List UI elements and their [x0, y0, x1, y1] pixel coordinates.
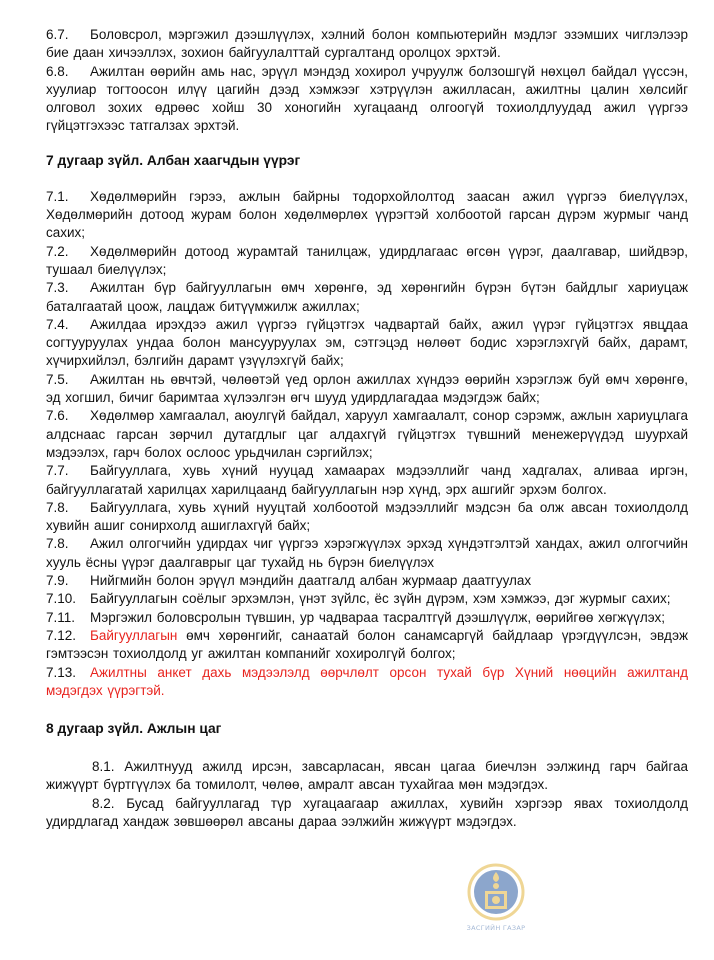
clause-text: Мэргэжил боловсролын түвшин, ур чадвараа тасралтгүй дээшлүүлж, өөрийгөө хөгжүүлэх; — [90, 609, 665, 625]
highlighted-text: Ажилтны анкет дахь мэдээлэлд өөрчлөлт орсон тухай бүр Хүний нөөцийн ажилтанд мэдэгдэх үүрэгтэй. — [46, 664, 688, 698]
clause-text: Нийгмийн болон эрүүл мэндийн даатгалд албан журмаар даатгуулах — [90, 573, 532, 589]
clause-number: 7.2. — [46, 243, 69, 259]
clause-text: Ажилдаа ирэхдээ ажил үүргээ гүйцэтгэх чадвартай байх, ажил үүрэг гүйцэтгэх явцдаа согтууруулах ундаа болон мансууруулах эм, сэтгэцэд нөлөөт бодис хэрэглэхгүй байх, дарамт, хүчирхийлэл, бэлгийн дарамт үзүүлэхгүй байх; — [46, 316, 688, 369]
clause-6-8 — [46, 63, 688, 136]
clause-number: 7.5. — [46, 371, 69, 387]
clause-number: 7.11. — [46, 609, 76, 625]
clause-number: 7.8. — [46, 499, 69, 515]
watermark-label: ЗАСГИЙН ГАЗАР — [466, 924, 526, 932]
clause-text: Хөдөлмөрийн гэрээ, ажлын байрны тодорхойлолтод заасан ажил үүргээ биелүүлэх, Хөдөлмөрийн дотоод журам болон хөдөлмөрлөх үүрэгтэй холбоотой гарсан дүрэм журмыг чанд сахих; — [46, 188, 688, 241]
clause-7-3 — [46, 279, 688, 316]
clause-7-2 — [46, 243, 688, 280]
clause-number: 6.7. — [46, 27, 69, 42]
government-watermark — [461, 862, 531, 942]
clause-7-8b — [46, 535, 688, 572]
clause-text: Ажилтан нь өвчтэй, чөлөөтэй үед орлон ажиллах хүндээ өөрийн хэрэглэж буй өмч хөрөнгө, эд хогшил, бичиг баримтаа хүлээлгэн өгч шууд удирдлагадаа мэдэгдэж байх; — [46, 371, 688, 406]
clause-number: 7.13. — [46, 664, 77, 680]
clause-7-13 — [46, 664, 688, 701]
clause-number: 7.1. — [46, 188, 69, 204]
clause-text: Ажил олгогчийн удирдах чиг үүргээ хэрэгжүүлэх эрхэд хүндэтгэлтэй хандах, ажил олгогчийн хууль ёсны үүрэг даалгаврыг цаг тухайд нь бүрэн биелүүлэх — [46, 536, 688, 570]
clause-number: 7.4. — [46, 316, 69, 332]
clause-number: 7.7. — [46, 463, 69, 479]
clause-text: Ажилтан өөрийн амь нас, эрүүл мэндэд хохирол учруулж болзошгүй нөхцөл байдал үүссэн, хуулиар тогтоосон илүү цагийн дээд хэмжээг хэтрүүлэн ажилласан, ажилтны цалин хөлсийг олговол зохих өдрөөс хойш 30 хоногийн хугацаанд олгоогүй тохиолдлуудад ажил үүргээ гүйцэтгэхээс татгалзах эрхтэй. — [46, 63, 688, 134]
clause-8-1: 8.1. Ажилтнууд ажилд ирсэн, завсарласан, явсан цагаа биечлэн ээлжинд гарч байгаа жижүүрт бүртгүүлэх ба томилолт, чөлөө, амралт авсан тухайгаа мөн мэдэгдэх. — [46, 759, 688, 793]
clause-text: Байгууллага, хувь хүний нууцад хамаарах мэдээллийг чанд хадгалах, аливаа иргэн, байгууллагатай харилцах харилцаанд байгууллагын нэр хүнд, эрх ашгийг эрхэм болгох. — [46, 463, 688, 497]
soyombo-emblem-icon — [461, 862, 531, 924]
clause-7-12 — [46, 627, 688, 664]
clause-7-8a — [46, 499, 688, 536]
clause-number: 7.6. — [46, 408, 69, 424]
clause-7-6 — [46, 407, 688, 462]
clause-text: Хөдөлмөрийн дотоод журамтай танилцаж, удирдлагаас өгсөн үүрэг, даалгавар, шийдвэр, тушаал биелүүлэх; — [46, 243, 688, 277]
section-8-heading: 8 дугаар зүйл. Ажлын цаг — [46, 721, 222, 737]
clause-8-2: 8.2. Бусад байгууллагад түр хугацаагаар ажиллах, хувийн хэргээр явах тохиолдолд удирдлагад хандаж зөвшөөрөл авсаны дараа ээлжийн жижүүрт мэдэгдэх. — [46, 795, 688, 829]
clause-text: Боловсрол, мэргэжил дээшлүүлэх, хэлний болон компьютерийн мэдлэг эзэмших чиглэлээр бие даан хичээллэх, зохион байгуулалттай сургалтанд оролцох эрхтэй. — [46, 27, 688, 61]
clause-7-7 — [46, 462, 688, 499]
clause-number: 7.10. — [46, 591, 77, 607]
clause-7-1 — [46, 188, 688, 243]
document-page — [46, 26, 688, 831]
clause-7-4 — [46, 316, 688, 371]
clause-text: Байгууллагын соёлыг эрхэмлэн, үнэт зүйлс, ёс зүйн дүрэм, хэм хэмжээ, дэг журмыг сахих; — [90, 591, 671, 607]
section-7-heading: 7 дугаар зүйл. Албан хаагчдын үүрэг — [46, 152, 301, 168]
clause-number: 7.12. — [46, 627, 77, 643]
clause-7-10 — [46, 590, 688, 608]
clause-6-7 — [46, 26, 688, 63]
clause-number: 7.3. — [46, 280, 69, 296]
clause-7-5 — [46, 371, 688, 408]
clause-text: өмч хөрөнгийг, санаатай болон санамсаргүй байдлаар үрэгдүүлсэн, эвдэж гэмтээсэн тохиолдолд уг ажилтан компанийг хохиролгүй болгох; — [46, 627, 688, 662]
clause-number: 7.8. — [46, 536, 69, 552]
clause-text: Ажилтан бүр байгууллагын өмч хөрөнгө, эд хөрөнгийн бүрэн бүтэн байдлыг хариуцаж баталгаатай цоож, лацдаж битүүмжилж ажиллах; — [46, 280, 688, 314]
clause-7-11 — [46, 609, 688, 627]
clause-number: 7.9. — [46, 573, 69, 589]
clause-7-9 — [46, 572, 688, 590]
clause-text: Байгууллага, хувь хүний нууцтай холбоотой мэдээллийг мэдсэн ба олж авсан тохиолдолд хувийн ашиг сонирхолд ашиглахгүй байх; — [46, 499, 688, 534]
clause-text: Хөдөлмөр хамгаалал, аюулгүй байдал, харуул хамгаалалт, сонор сэрэмж, ажлын хариуцлага алдснаас гарсан зөрчил дутагдлыг цаг алдахгүй гүйцэтгэх түвшний менежерүүдэд шуурхай мэдээлэх, гарч болох ослоос урьдчилан сэргийлэх; — [46, 408, 688, 460]
clause-number: 6.8. — [46, 63, 69, 79]
highlighted-text: Байгууллагын — [90, 627, 178, 643]
